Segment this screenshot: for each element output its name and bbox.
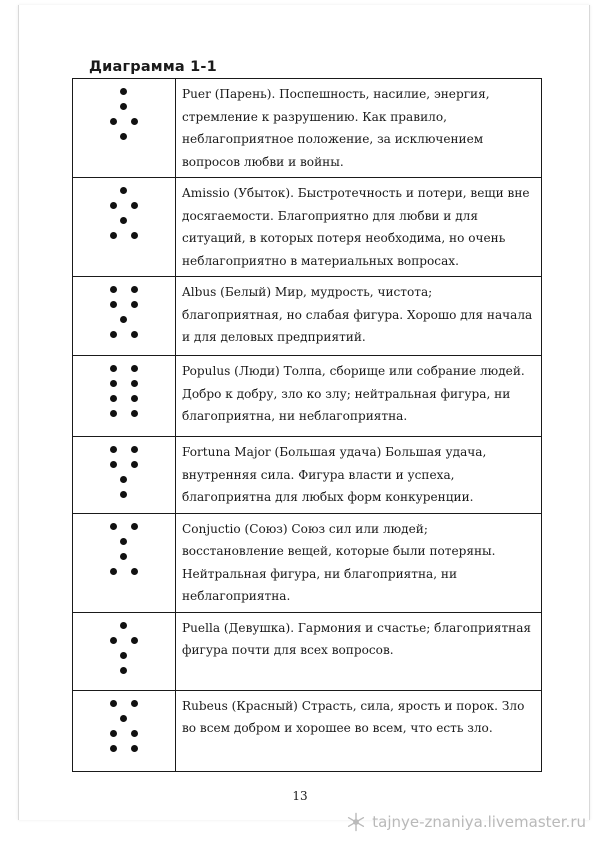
figure-dot — [110, 286, 117, 293]
watermark — [346, 812, 586, 832]
figure-dot — [131, 730, 138, 737]
figure-dot — [131, 523, 138, 530]
figure-row — [73, 437, 542, 514]
figure-dot — [131, 461, 138, 468]
figure-dot — [110, 745, 117, 752]
figure-dot — [110, 365, 117, 372]
figure-description: Fortuna Major (Большая удача) Большая удача, внутренняя сила. Фигура власти и успеха, благоприятна для любых форм конкуренции. — [176, 437, 542, 514]
figure-row — [73, 513, 542, 612]
figure-dot — [120, 652, 127, 659]
figure-dot — [110, 202, 117, 209]
figure-dot — [110, 523, 117, 530]
figure-description: Albus (Белый) Мир, мудрость, чистота; благоприятная, но слабая фигура. Хорошо для начала и для деловых предприятий. — [176, 277, 542, 356]
figure-symbol-cell — [73, 356, 176, 437]
geomantic-figure — [73, 691, 175, 771]
figure-dot — [131, 331, 138, 338]
geomantic-figure — [73, 514, 175, 594]
figure-dot — [120, 187, 127, 194]
geomancy-figures-table — [72, 78, 542, 772]
figure-symbol-cell — [73, 690, 176, 771]
figure-description: Populus (Люди) Толпа, сборище или собрание людей. Добро к добру, зло ко злу; нейтральная фигура, ни благоприятна, ни неблагоприятна. — [176, 356, 542, 437]
geomantic-figure — [73, 79, 175, 155]
figure-dot — [120, 715, 127, 722]
figure-dot — [120, 491, 127, 498]
figure-dot — [120, 133, 127, 140]
page-number: 13 — [292, 789, 308, 803]
figure-dot — [120, 538, 127, 545]
figure-row — [73, 356, 542, 437]
geomantic-figure — [73, 178, 175, 271]
diagram-title: Диаграмма 1-1 — [89, 59, 217, 75]
geomantic-figure — [73, 613, 175, 690]
figure-description: Amissio (Убыток). Быстротечность и потери, вещи вне досягаемости. Благоприятно для любви и для ситуаций, в которых потеря необходима, но очень неблагоприятно в материальных вопросах. — [176, 178, 542, 277]
figure-dot — [110, 331, 117, 338]
figure-description: Conjuctio (Союз) Союз сил или людей; восстановление вещей, которые были потеряны. Нейтральная фигура, ни благоприятна, ни неблагоприятна. — [176, 513, 542, 612]
figure-dot — [120, 476, 127, 483]
figure-dot — [131, 700, 138, 707]
figure-dot — [110, 118, 117, 125]
figure-dot — [120, 103, 127, 110]
figure-row — [73, 79, 542, 178]
figure-dot — [131, 568, 138, 575]
figure-dot — [120, 316, 127, 323]
figure-dot — [131, 232, 138, 239]
geomantic-figure — [73, 356, 175, 436]
figure-symbol-cell — [73, 79, 176, 178]
figure-dot — [110, 461, 117, 468]
watermark-text: tajnye-znaniya.livemaster.ru — [372, 813, 586, 831]
figure-description: Puella (Девушка). Гармония и счастье; благоприятная фигура почти для всех вопросов. — [176, 612, 542, 690]
geomantic-figure — [73, 277, 175, 355]
figure-dot — [110, 568, 117, 575]
figure-row — [73, 178, 542, 277]
figure-dot — [131, 202, 138, 209]
figure-dot — [110, 730, 117, 737]
figure-dot — [110, 395, 117, 402]
figure-symbol-cell — [73, 612, 176, 690]
figure-dot — [131, 395, 138, 402]
snowflake-icon — [346, 812, 366, 832]
figure-description: Rubeus (Красный) Страсть, сила, ярость и порок. Зло во всем добром и хорошее во всем, что есть зло. — [176, 690, 542, 771]
figure-dot — [120, 217, 127, 224]
figure-symbol-cell — [73, 277, 176, 356]
figure-symbol-cell — [73, 437, 176, 514]
figure-dot — [131, 637, 138, 644]
figure-dot — [131, 286, 138, 293]
figure-dot — [120, 553, 127, 560]
figure-dot — [131, 446, 138, 453]
figure-row — [73, 690, 542, 771]
figure-dot — [120, 88, 127, 95]
figure-dot — [131, 301, 138, 308]
figure-dot — [131, 365, 138, 372]
figure-dot — [131, 118, 138, 125]
figure-dot — [110, 700, 117, 707]
figure-dot — [131, 745, 138, 752]
figure-dot — [110, 380, 117, 387]
figure-dot — [131, 410, 138, 417]
figure-dot — [110, 637, 117, 644]
figure-dot — [110, 410, 117, 417]
figure-dot — [110, 301, 117, 308]
geomantic-figure — [73, 437, 175, 512]
figure-dot — [131, 380, 138, 387]
figure-row — [73, 277, 542, 356]
figure-row — [73, 612, 542, 690]
figure-symbol-cell — [73, 178, 176, 277]
figure-dot — [110, 232, 117, 239]
figure-dot — [120, 667, 127, 674]
figure-dot — [120, 622, 127, 629]
figure-dot — [110, 446, 117, 453]
figure-description: Puer (Парень). Поспешность, насилие, энергия, стремление к разрушению. Как правило, неблагоприятное положение, за исключением вопросов любви и войны. — [176, 79, 542, 178]
figure-symbol-cell — [73, 513, 176, 612]
